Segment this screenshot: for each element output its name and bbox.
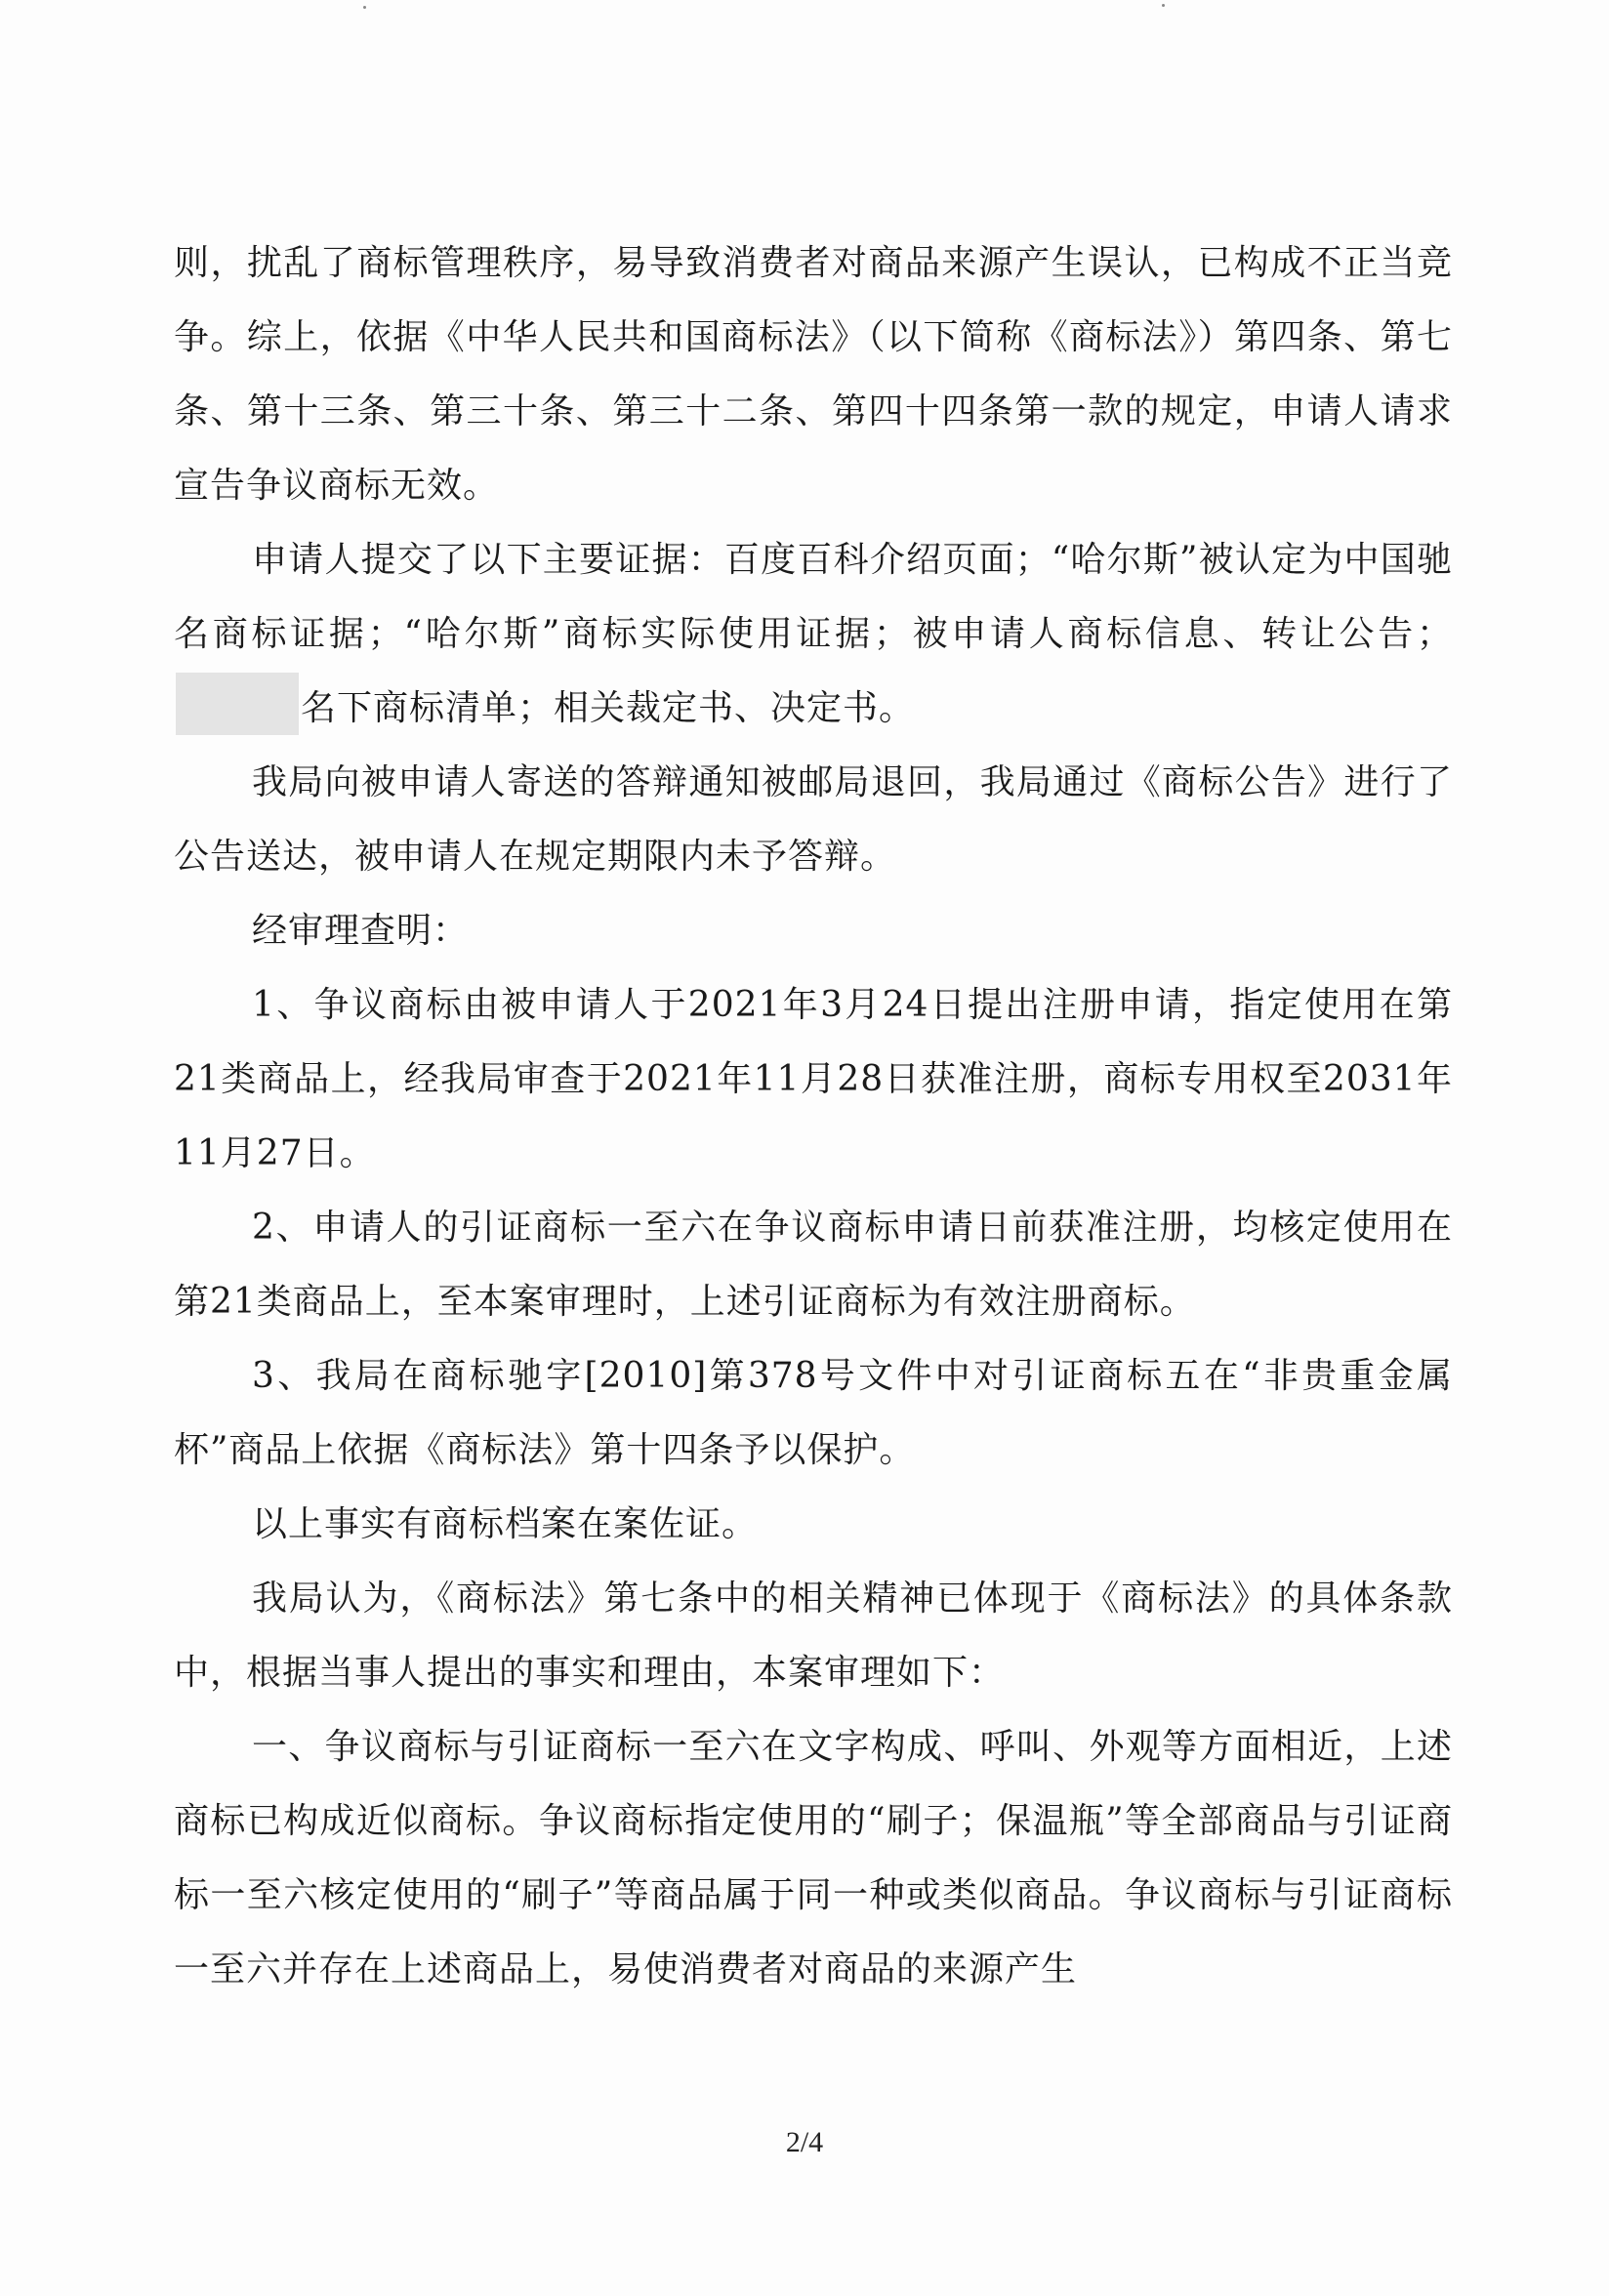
- scan-speck: [363, 6, 366, 9]
- paragraph-facts-evidence: 以上事实有商标档案在案佐证。: [252, 1504, 759, 1544]
- redacted-name: [176, 673, 299, 735]
- evidence-text: 申请人提交了以下主要证据：百度百科介绍页面；“哈尔斯”被认定为中国驰名商标证据；“哈尔斯”商标实际使用证据；被申请人商标信息、转让公告；: [174, 540, 1453, 654]
- paragraph-findings-heading: 经审理查明：: [252, 911, 470, 951]
- paragraph-finding-3: 3、我局在商标驰字[2010]第378号文件中对引证商标五在“非贵重金属杯”商品上依据《商标法》第十四条予以保护。: [174, 1356, 1453, 1470]
- scan-speck: [1162, 4, 1165, 7]
- paragraph-request-conclusion: 则，扰乱了商标管理秩序，易导致消费者对商品来源产生误认，已构成不正当竞争。综上，依据《中华人民共和国商标法》（以下简称《商标法》）第四条、第七条、第十三条、第三十条、第三十二条、第四十四条第一款的规定，申请人请求宣告争议商标无效。: [174, 243, 1453, 506]
- paragraph-finding-1: 1、争议商标由被申请人于2021年3月24日提出注册申请，指定使用在第21类商品上，经我局审查于2021年11月28日获准注册，商标专用权至2031年11月27日。: [174, 985, 1453, 1173]
- paragraph-analysis-1: 一、争议商标与引证商标一至六在文字构成、呼叫、外观等方面相近，上述商标已构成近似商标。争议商标指定使用的“刷子；保温瓶”等全部商品与引证商标一至六核定使用的“刷子”等商品属于同一种或类似商品。争议商标与引证商标一至六并存在上述商品上，易使消费者对商品的来源产生: [174, 1727, 1453, 1989]
- body-text: [174, 226, 1453, 2007]
- evidence-text-tail: 名下商标清单；相关裁定书、决定书。: [301, 688, 916, 728]
- page-number: 2/4: [785, 2126, 824, 2158]
- paragraph-bureau-opinion: 我局认为，《商标法》第七条中的相关精神已体现于《商标法》的具体条款中，根据当事人提出的事实和理由，本案审理如下：: [174, 1578, 1453, 1693]
- paragraph-service-notice: 我局向被申请人寄送的答辩通知被邮局退回，我局通过《商标公告》进行了公告送达，被申请人在规定期限内未予答辩。: [174, 762, 1453, 877]
- paragraph-finding-2: 2、申请人的引证商标一至六在争议商标申请日前获准注册，均核定使用在第21类商品上，至本案审理时，上述引证商标为有效注册商标。: [174, 1208, 1453, 1322]
- paragraph-evidence: [174, 523, 1453, 746]
